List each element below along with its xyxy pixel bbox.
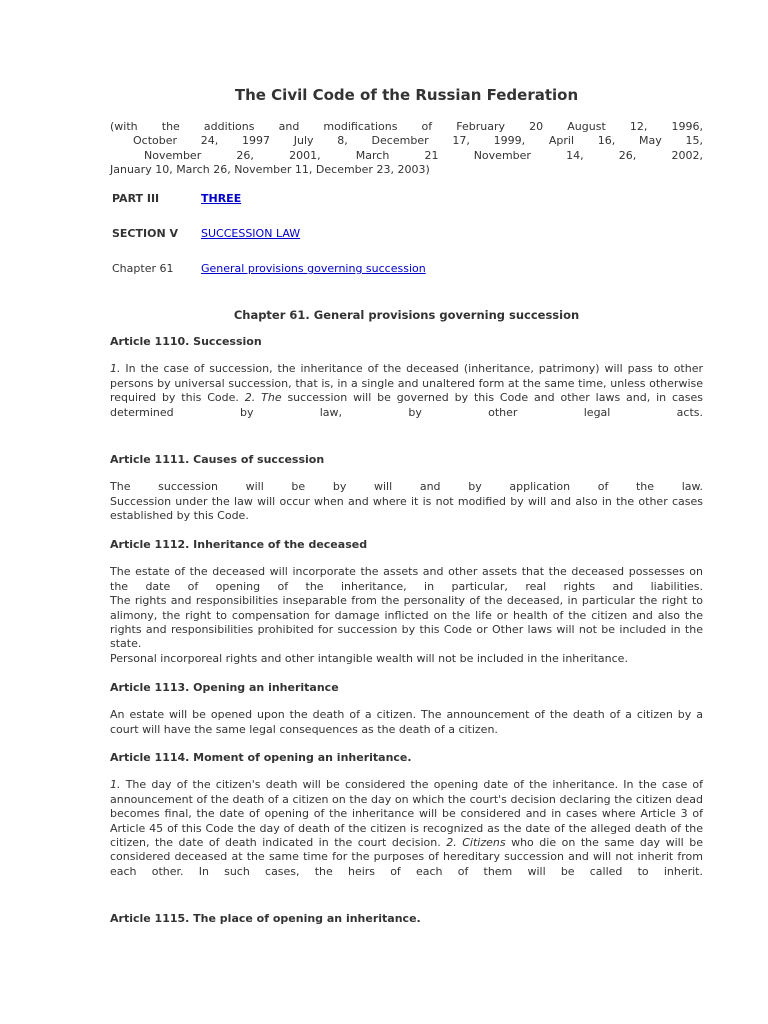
article-1111 <box>110 453 703 524</box>
article-heading: Article 1113. Opening an inheritance <box>110 681 339 694</box>
paragraph-number: 1. <box>110 362 121 376</box>
article-heading: Article 1110. Succession <box>110 335 262 348</box>
article-heading: Article 1115. The place of opening an inheritance. <box>110 912 421 925</box>
breadcrumb-table <box>112 192 702 297</box>
article-text: Succession under the law will occur when and where it is not modified by will and also in the other cases established by this Code. <box>110 494 703 523</box>
paragraph-number: 1. <box>110 778 121 792</box>
article-1110 <box>110 335 703 420</box>
article-heading: Article 1114. Moment of opening an inheritance. <box>110 751 412 764</box>
part-link[interactable]: THREE <box>201 192 242 205</box>
article-text: 1. The day of the citizen's death will be considered the opening date of the inheritance. In the case of announcement of the death of a citizen on the day on which the court's decision declaring the citizen dead becomes final, the date of opening of the inheritance will be considered and in cases where Article 3 of Article 45 of this Code the day of death of the citizen is recognized as the date of the alleged death of the citizen, the date of death indicated in the court decision. 2. Citizens who die on the same day will be considered deceased at the same time for the purposes of hereditary succession and will not inherit from each other. In such cases, the heirs of each of them will be called to inherit. <box>110 778 703 878</box>
article-1113 <box>110 681 703 737</box>
amendments-line: November 26, 2001, March 21 November 14, 26, 2002, <box>144 148 703 162</box>
article-text: An estate will be opened upon the death of a citizen. The announcement of the death of a citizen by a court will have the same legal consequences as the death of a citizen. <box>110 708 703 736</box>
amendments-line: January 10, March 26, November 11, December 23, 2003) <box>110 163 430 177</box>
section-link[interactable]: SUCCESSION LAW <box>201 227 301 240</box>
toc-row-section <box>112 227 702 262</box>
paragraph-number: 2. The <box>244 391 282 405</box>
amendments-line: October 24, 1997 July 8, December 17, 1999, April 16, May 15, <box>133 134 703 148</box>
chapter-link[interactable]: General provisions governing succession <box>201 262 426 275</box>
article-text: 1. In the case of succession, the inheritance of the deceased (inheritance, patrimony) will pass to other persons by universal succession, that is, in a single and unaltered form at the same time, unless otherwise required by this Code. 2. The succession will be governed by this Code and other laws and, in cases determined by law, by other legal acts. <box>110 362 704 419</box>
paragraph-number: 2. Citizens <box>446 836 506 850</box>
chapter-label: Chapter 61 <box>112 262 174 275</box>
toc-row-part <box>112 192 702 227</box>
article-heading: Article 1112. Inheritance of the deceased <box>110 538 368 551</box>
chapter-heading: Chapter 61. General provisions governing succession <box>233 308 580 322</box>
toc-row-chapter <box>112 262 702 297</box>
part-label: PART III <box>112 192 160 205</box>
amendments-note <box>110 120 703 178</box>
article-text: The rights and responsibilities inseparable from the personality of the deceased, in particular the right to alimony, the right to compensation for damage inflicted on the life or health of the citizen and also the rights and responsibilities prohibited for succession by this Code or Other laws will not be included in the state. <box>110 594 703 651</box>
article-heading: Article 1111. Causes of succession <box>110 453 325 466</box>
article-text: The estate of the deceased will incorporate the assets and other assets that the deceased possesses on the date of opening of the inheritance, in particular, real rights and liabilities. <box>110 565 703 593</box>
article-text: The succession will be by will and by application of the law. <box>110 480 703 494</box>
amendments-line: (with the additions and modifications of February 20 August 12, 1996, <box>110 120 703 133</box>
article-1114 <box>110 751 703 879</box>
article-1115 <box>110 912 703 926</box>
article-text: Personal incorporeal rights and other intangible wealth will not be included in the inheritance. <box>110 651 628 665</box>
article-1112 <box>110 538 703 666</box>
section-label: SECTION V <box>112 227 179 240</box>
page-title: The Civil Code of the Russian Federation <box>234 86 579 104</box>
